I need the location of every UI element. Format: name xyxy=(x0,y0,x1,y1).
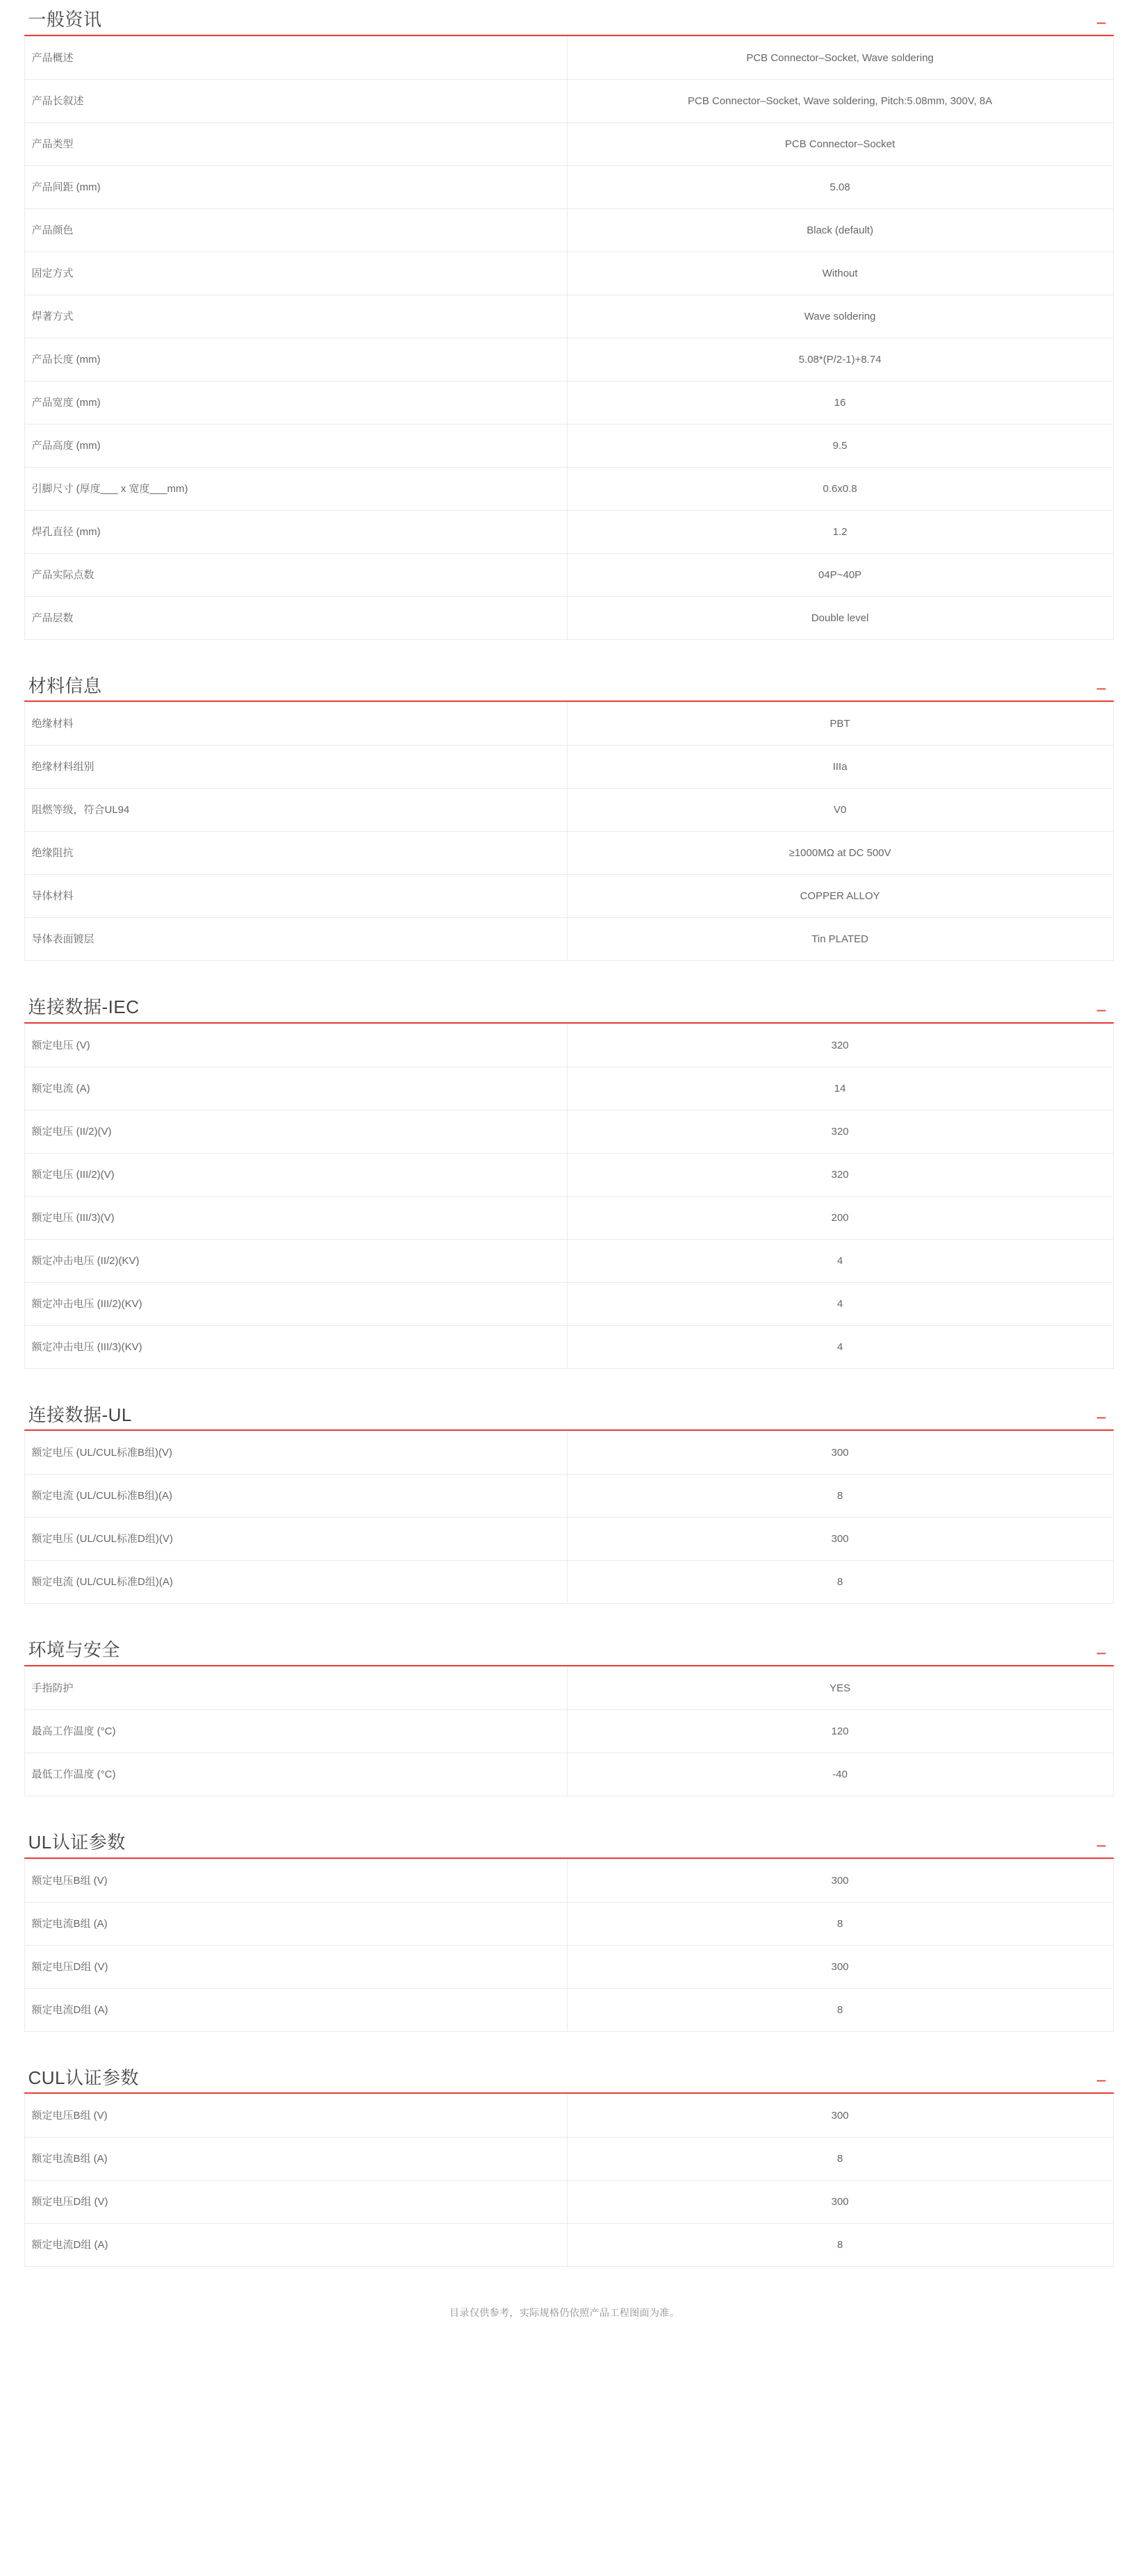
spec-value: IIIa xyxy=(567,746,1113,789)
spec-label: 额定冲击电压 (III/2)(KV) xyxy=(24,1282,567,1325)
table-row xyxy=(24,1024,1113,1067)
spec-value: 120 xyxy=(567,1709,1113,1753)
spec-value: 8 xyxy=(567,2224,1113,2267)
table-row xyxy=(24,1561,1113,1604)
table-row xyxy=(24,703,1113,746)
table-row xyxy=(24,1196,1113,1239)
table-row xyxy=(24,1988,1113,2031)
table-row xyxy=(24,1753,1113,1796)
table-row xyxy=(24,918,1113,961)
table-row xyxy=(24,2138,1113,2181)
spec-label: 额定电流D组 (A) xyxy=(24,1988,567,2031)
spec-table xyxy=(24,1859,1114,2032)
spec-value: 300 xyxy=(567,1859,1113,1902)
table-row xyxy=(24,1110,1113,1153)
spec-label: 焊著方式 xyxy=(24,295,567,338)
collapse-minus-icon[interactable]: − xyxy=(1096,12,1107,33)
section-header[interactable] xyxy=(24,997,1114,1024)
spec-value: 0.6x0.8 xyxy=(567,467,1113,510)
table-row xyxy=(24,381,1113,424)
spec-label: 导体材料 xyxy=(24,875,567,918)
spec-section xyxy=(24,997,1114,1369)
spec-table xyxy=(24,1024,1114,1369)
spec-label: 最高工作温度 (°C) xyxy=(24,1709,567,1753)
table-row xyxy=(24,1902,1113,1945)
table-row xyxy=(24,208,1113,252)
spec-section xyxy=(24,2068,1114,2267)
table-row xyxy=(24,165,1113,208)
spec-value: -40 xyxy=(567,1753,1113,1796)
table-row xyxy=(24,79,1113,122)
spec-label: 额定冲击电压 (II/2)(KV) xyxy=(24,1239,567,1282)
collapse-minus-icon[interactable]: − xyxy=(1096,1835,1107,1856)
spec-label: 额定电流 (UL/CUL标准B组)(A) xyxy=(24,1475,567,1518)
table-row xyxy=(24,122,1113,165)
table-row xyxy=(24,1282,1113,1325)
table-row xyxy=(24,1945,1113,1988)
spec-value: PCB Connector–Socket xyxy=(567,122,1113,165)
table-row xyxy=(24,295,1113,338)
table-row xyxy=(24,1067,1113,1110)
spec-label: 产品类型 xyxy=(24,122,567,165)
section-title: 材料信息 xyxy=(28,675,102,696)
spec-label: 额定冲击电压 (III/3)(KV) xyxy=(24,1325,567,1368)
table-row xyxy=(24,1666,1113,1709)
spec-label: 额定电流 (A) xyxy=(24,1067,567,1110)
section-header[interactable] xyxy=(24,2068,1114,2094)
section-header[interactable] xyxy=(24,1832,1114,1859)
table-row xyxy=(24,1859,1113,1902)
spec-label: 额定电压 (III/2)(V) xyxy=(24,1153,567,1196)
spec-label: 产品间距 (mm) xyxy=(24,165,567,208)
spec-value: 300 xyxy=(567,1431,1113,1475)
spec-value: 9.5 xyxy=(567,424,1113,467)
spec-value: Wave soldering xyxy=(567,295,1113,338)
table-row xyxy=(24,1518,1113,1561)
spec-label: 产品层数 xyxy=(24,596,567,639)
spec-value: 8 xyxy=(567,2138,1113,2181)
spec-label: 绝缘阻抗 xyxy=(24,832,567,875)
spec-label: 额定电流D组 (A) xyxy=(24,2224,567,2267)
spec-value: PCB Connector–Socket, Wave soldering xyxy=(567,36,1113,79)
spec-value: 300 xyxy=(567,1518,1113,1561)
spec-label: 产品长度 (mm) xyxy=(24,338,567,381)
spec-label: 产品概述 xyxy=(24,36,567,79)
spec-label: 产品长叙述 xyxy=(24,79,567,122)
spec-label: 最低工作温度 (°C) xyxy=(24,1753,567,1796)
spec-value: ≥1000MΩ at DC 500V xyxy=(567,832,1113,875)
spec-label: 固定方式 xyxy=(24,252,567,295)
spec-label: 产品宽度 (mm) xyxy=(24,381,567,424)
product-spec-page xyxy=(0,10,1129,2347)
page-footer-note: 目录仅供参考，实际规格仍依照产品工程图面为准。 xyxy=(449,2307,680,2319)
spec-value: 300 xyxy=(567,2181,1113,2224)
spec-value: 4 xyxy=(567,1325,1113,1368)
spec-label: 额定电压 (UL/CUL标准B组)(V) xyxy=(24,1431,567,1475)
spec-value: 14 xyxy=(567,1067,1113,1110)
table-row xyxy=(24,1709,1113,1753)
table-row xyxy=(24,1153,1113,1196)
spec-value: Black (default) xyxy=(567,208,1113,252)
spec-label: 绝缘材料组别 xyxy=(24,746,567,789)
spec-label: 额定电压B组 (V) xyxy=(24,1859,567,1902)
spec-label: 额定电压D组 (V) xyxy=(24,1945,567,1988)
table-row xyxy=(24,596,1113,639)
spec-label: 额定电压 (V) xyxy=(24,1024,567,1067)
spec-value: 320 xyxy=(567,1153,1113,1196)
section-title: CUL认证参数 xyxy=(28,2067,140,2088)
table-row xyxy=(24,252,1113,295)
collapse-minus-icon[interactable]: − xyxy=(1096,1642,1107,1664)
spec-value: 4 xyxy=(567,1239,1113,1282)
spec-table xyxy=(24,36,1114,640)
spec-label: 额定电流B组 (A) xyxy=(24,2138,567,2181)
table-row xyxy=(24,2224,1113,2267)
collapse-minus-icon[interactable]: − xyxy=(1096,2070,1107,2092)
spec-value: 4 xyxy=(567,1282,1113,1325)
spec-label: 额定电流B组 (A) xyxy=(24,1902,567,1945)
spec-table xyxy=(24,1431,1114,1604)
spec-value: 16 xyxy=(567,381,1113,424)
spec-value: 300 xyxy=(567,1945,1113,1988)
table-row xyxy=(24,510,1113,553)
spec-value: Tin PLATED xyxy=(567,918,1113,961)
section-title: 连接数据-IEC xyxy=(28,996,140,1018)
table-row xyxy=(24,2094,1113,2138)
spec-label: 引脚尺寸 (厚度___ x 宽度___mm) xyxy=(24,467,567,510)
collapse-minus-icon[interactable]: − xyxy=(1096,1407,1107,1429)
section-title: 一般资讯 xyxy=(28,9,102,30)
spec-label: 额定电流 (UL/CUL标准D组)(A) xyxy=(24,1561,567,1604)
collapse-minus-icon[interactable]: − xyxy=(1096,678,1107,700)
spec-label: 手指防护 xyxy=(24,1666,567,1709)
spec-value: 320 xyxy=(567,1110,1113,1153)
spec-section xyxy=(24,10,1114,640)
spec-value: 300 xyxy=(567,2094,1113,2138)
spec-value: V0 xyxy=(567,789,1113,832)
spec-label: 额定电压 (UL/CUL标准D组)(V) xyxy=(24,1518,567,1561)
spec-value: Double level xyxy=(567,596,1113,639)
spec-value: PCB Connector–Socket, Wave soldering, Pitch:5.08mm, 300V, 8A xyxy=(567,79,1113,122)
table-row xyxy=(24,1239,1113,1282)
spec-value: 320 xyxy=(567,1024,1113,1067)
table-row xyxy=(24,36,1113,79)
spec-sections-container xyxy=(16,10,1114,2267)
table-row xyxy=(24,1475,1113,1518)
table-row xyxy=(24,832,1113,875)
section-header[interactable] xyxy=(24,1405,1114,1431)
collapse-minus-icon[interactable]: − xyxy=(1096,999,1107,1021)
section-header[interactable] xyxy=(24,10,1114,36)
spec-value: 04P~40P xyxy=(567,553,1113,596)
spec-value: PBT xyxy=(567,703,1113,746)
spec-table xyxy=(24,2094,1114,2267)
spec-value: Without xyxy=(567,252,1113,295)
spec-value: 8 xyxy=(567,1988,1113,2031)
spec-value: 8 xyxy=(567,1475,1113,1518)
table-row xyxy=(24,1325,1113,1368)
spec-label: 额定电压D组 (V) xyxy=(24,2181,567,2224)
spec-label: 额定电压 (III/3)(V) xyxy=(24,1196,567,1239)
spec-label: 导体表面镀层 xyxy=(24,918,567,961)
spec-value: 5.08 xyxy=(567,165,1113,208)
table-row xyxy=(24,338,1113,381)
spec-section xyxy=(24,1832,1114,2032)
table-row xyxy=(24,789,1113,832)
table-row xyxy=(24,467,1113,510)
spec-label: 绝缘材料 xyxy=(24,703,567,746)
table-row xyxy=(24,746,1113,789)
spec-label: 产品实际点数 xyxy=(24,553,567,596)
section-title: 环境与安全 xyxy=(28,1639,121,1661)
table-row xyxy=(24,2181,1113,2224)
table-row xyxy=(24,875,1113,918)
spec-value: 1.2 xyxy=(567,510,1113,553)
spec-value: 8 xyxy=(567,1561,1113,1604)
spec-label: 阻燃等级，符合UL94 xyxy=(24,789,567,832)
section-title: UL认证参数 xyxy=(28,1831,126,1853)
spec-table xyxy=(24,1666,1114,1796)
table-row xyxy=(24,424,1113,467)
spec-value: YES xyxy=(567,1666,1113,1709)
spec-label: 焊孔直径 (mm) xyxy=(24,510,567,553)
spec-label: 产品颜色 xyxy=(24,208,567,252)
spec-section xyxy=(24,1405,1114,1605)
spec-section xyxy=(24,1640,1114,1796)
spec-value: 200 xyxy=(567,1196,1113,1239)
section-header[interactable] xyxy=(24,1640,1114,1666)
spec-label: 产品高度 (mm) xyxy=(24,424,567,467)
spec-label: 额定电压 (II/2)(V) xyxy=(24,1110,567,1153)
table-row xyxy=(24,553,1113,596)
spec-label: 额定电压B组 (V) xyxy=(24,2094,567,2138)
table-row xyxy=(24,1431,1113,1475)
spec-table xyxy=(24,702,1114,961)
spec-value: 5.08*(P/2-1)+8.74 xyxy=(567,338,1113,381)
section-title: 连接数据-UL xyxy=(28,1404,132,1425)
spec-value: 8 xyxy=(567,1902,1113,1945)
section-header[interactable] xyxy=(24,676,1114,703)
spec-value: COPPER ALLOY xyxy=(567,875,1113,918)
spec-section xyxy=(24,676,1114,962)
